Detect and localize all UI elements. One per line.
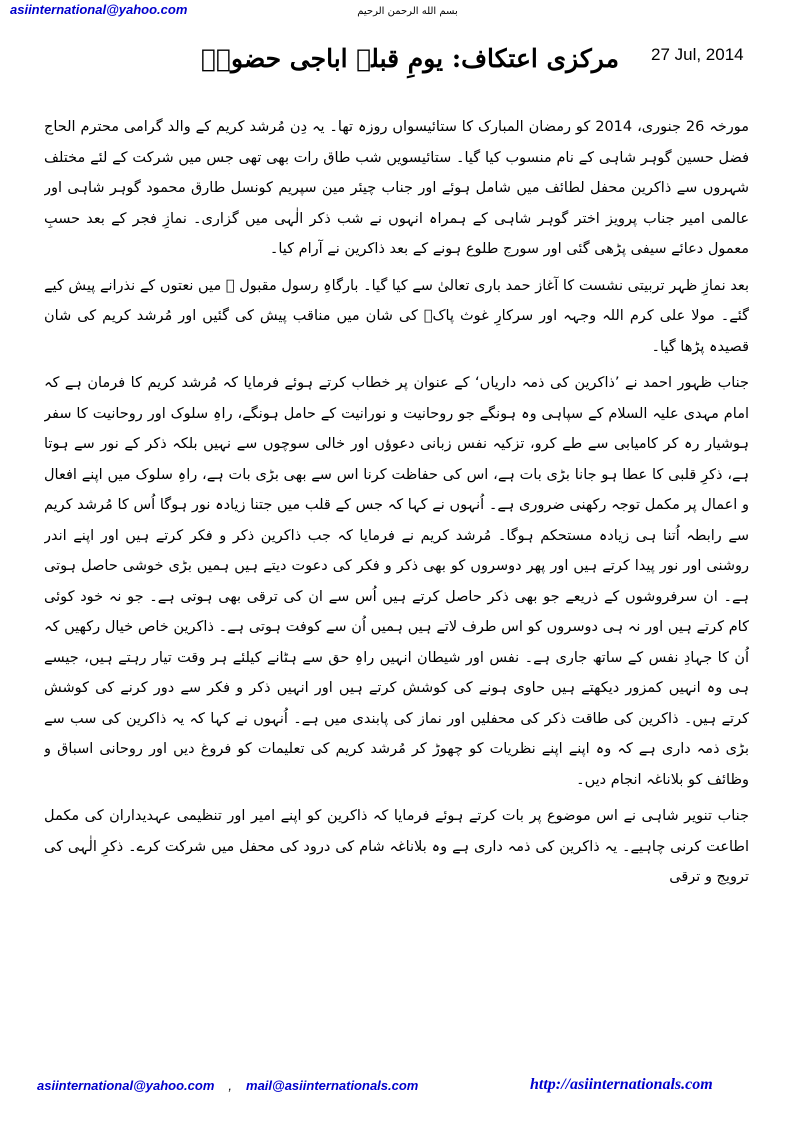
footer-emails bbox=[37, 1078, 418, 1093]
article-body bbox=[44, 112, 749, 954]
footer-separator: , bbox=[228, 1078, 233, 1093]
footer bbox=[0, 1078, 793, 1102]
article-title: مرکزی اعتکاف: یومِ قبلہ اباجی حضورؒ bbox=[201, 44, 619, 73]
footer-email-yahoo[interactable]: asiinternational@yahoo.com bbox=[37, 1078, 215, 1093]
footer-website-link[interactable]: http://asiinternationals.com bbox=[530, 1076, 713, 1093]
header-email[interactable]: asiinternational@yahoo.com bbox=[10, 2, 188, 17]
basmala: بسم الله الرحمن الرحيم bbox=[357, 6, 458, 17]
paragraph-3: جناب ظہور احمد نے ’ذاکرین کی ذمہ داریاں‘ کے عنوان پر خطاب کرتے ہوئے فرمایا کہ مُرشد کریم کا فرمان ہے کہ امام مہدی علیہ السلام کے سپاہی وہ ہونگے جو روحانیت و نورانیت کے حامل ہونگے، راہِ سلوک اور روحانیت کا سفر ہوشیار رہ کر کامیابی سے طے کرو، تزکیہ نفس زبانی دعوؤں اور خالی سوچوں سے نہیں بلکہ ذکر کے نور سے ہوتا ہے، ذکرِ قلبی کا عطا ہو جانا بڑی بات ہے، اس کی حفاظت کرنا اس سے بھی بڑی بات ہے، راہِ سلوک میں اپنے افعال و اعمال پر مکمل توجہ رکھنی ضروری ہے۔ اُنہوں نے کہا کہ جس کے قلب میں جتنا زیادہ نور ہوگا اُس کا مُرشد کریم سے رابطہ اُتنا ہی زیادہ مستحکم ہوگا۔ مُرشد کریم نے فرمایا کہ جب ذاکرین ذکر و فکر کرتے ہیں اور اپنے اندر روشنی اور نور پیدا کرتے ہیں اور پھر دوسروں کو بھی ذکر و فکر کی دعوت دیتے ہیں ہمیں بڑی خوشی حاصل ہوتی ہے۔ ان سرفروشوں کے ذریعے جو بھی ذکر حاصل کرتے ہیں اُس سے ان کی ترقی بھی ہوتی ہے۔ جو نہ خود کوئی کام کرتے ہیں اور نہ ہی دوسروں کو اس طرف لاتے ہیں ہمیں اُن سے کوفت ہوتی ہے۔ ذاکرین خاص خیال رکھیں کہ اُن کا جہادِ نفس کے ساتھ جاری ہے۔ نفس اور شیطان انہیں راہِ حق سے ہٹانے کیلئے ہر وقت تیار رہتے ہیں، جیسے ہی وہ انہیں کمزور دیکھتے ہیں حاوی ہونے کی کوشش کرتے ہیں اور انہیں ذکر و فکر سے دور کرنے کی کوشش کرتے ہیں۔ ذاکرین کی طاقت ذکر کی محفلیں اور نماز کی پابندی میں ہے۔ اُنہوں نے کہا کہ یہ ذاکرین کی سب سے بڑی ذمہ داری ہے کہ وہ اپنے اپنے نظریات کو چھوڑ کر مُرشد کریم کی تعلیمات کو فروغ دیں اور روحانی اسباق و وظائف کو بلاناغہ انجام دیں۔ bbox=[44, 375, 749, 788]
article-date: 27 Jul, 2014 bbox=[651, 45, 744, 64]
paragraph-2: بعد نمازِ ظہر تربیتی نشست کا آغاز حمد باری تعالیٰ سے کیا گیا۔ بارگاہِ رسول مقبول ﷺ میں نعتوں کے نذرانے پیش کیے گئے۔ مولا علی کرم اللہ وجہہ اور سرکارِ غوث پاکؓ کی شان میں مناقب پیش کی گئیں اور مُرشد کریم کی شان قصیدہ پڑھا گیا۔ bbox=[44, 277, 749, 355]
paragraph-4: جناب تنویر شاہی نے اس موضوع پر بات کرتے ہوئے فرمایا کہ ذاکرین کو اپنے امیر اور تنظیمی عہدیداران کی مکمل اطاعت کرنی چاہیے۔ یہ ذاکرین کی ذمہ داری ہے وہ بلاناغہ شام کی درود کی محفل میں شرکت کرے۔ ذکرِ الٰہی کی ترویج و ترقی bbox=[44, 808, 749, 885]
footer-email-mail[interactable]: mail@asiinternationals.com bbox=[246, 1078, 419, 1093]
paragraph-1: مورخہ 26 جنوری، 2014 کو رمضان المبارک کا ستائیسواں روزہ تھا۔ یہ دِن مُرشد کریم کے والد گرامی محترم الحاج فضل حسین گوہر شاہی کے نام منسوب کیا گیا۔ ستائیسویں شب طاق رات بھی تھی جس میں شرکت کے لئے مختلف شہروں سے ذاکرین محفل لطائف میں شامل ہوئے اور جناب چیئر مین سپریم کونسل طارق محمود گوہر شاہی اور عالمی امیر جناب پرویز اختر گوہر شاہی کے ہمراہ انہوں نے شب ذکر الٰہی میں گزاری۔ نمازِ فجر کے بعد حسبِ معمول دعائے سیفی پڑھی گئی اور سورج طلوع ہونے کے بعد ذاکرین نے آرام کیا۔ bbox=[44, 119, 749, 257]
